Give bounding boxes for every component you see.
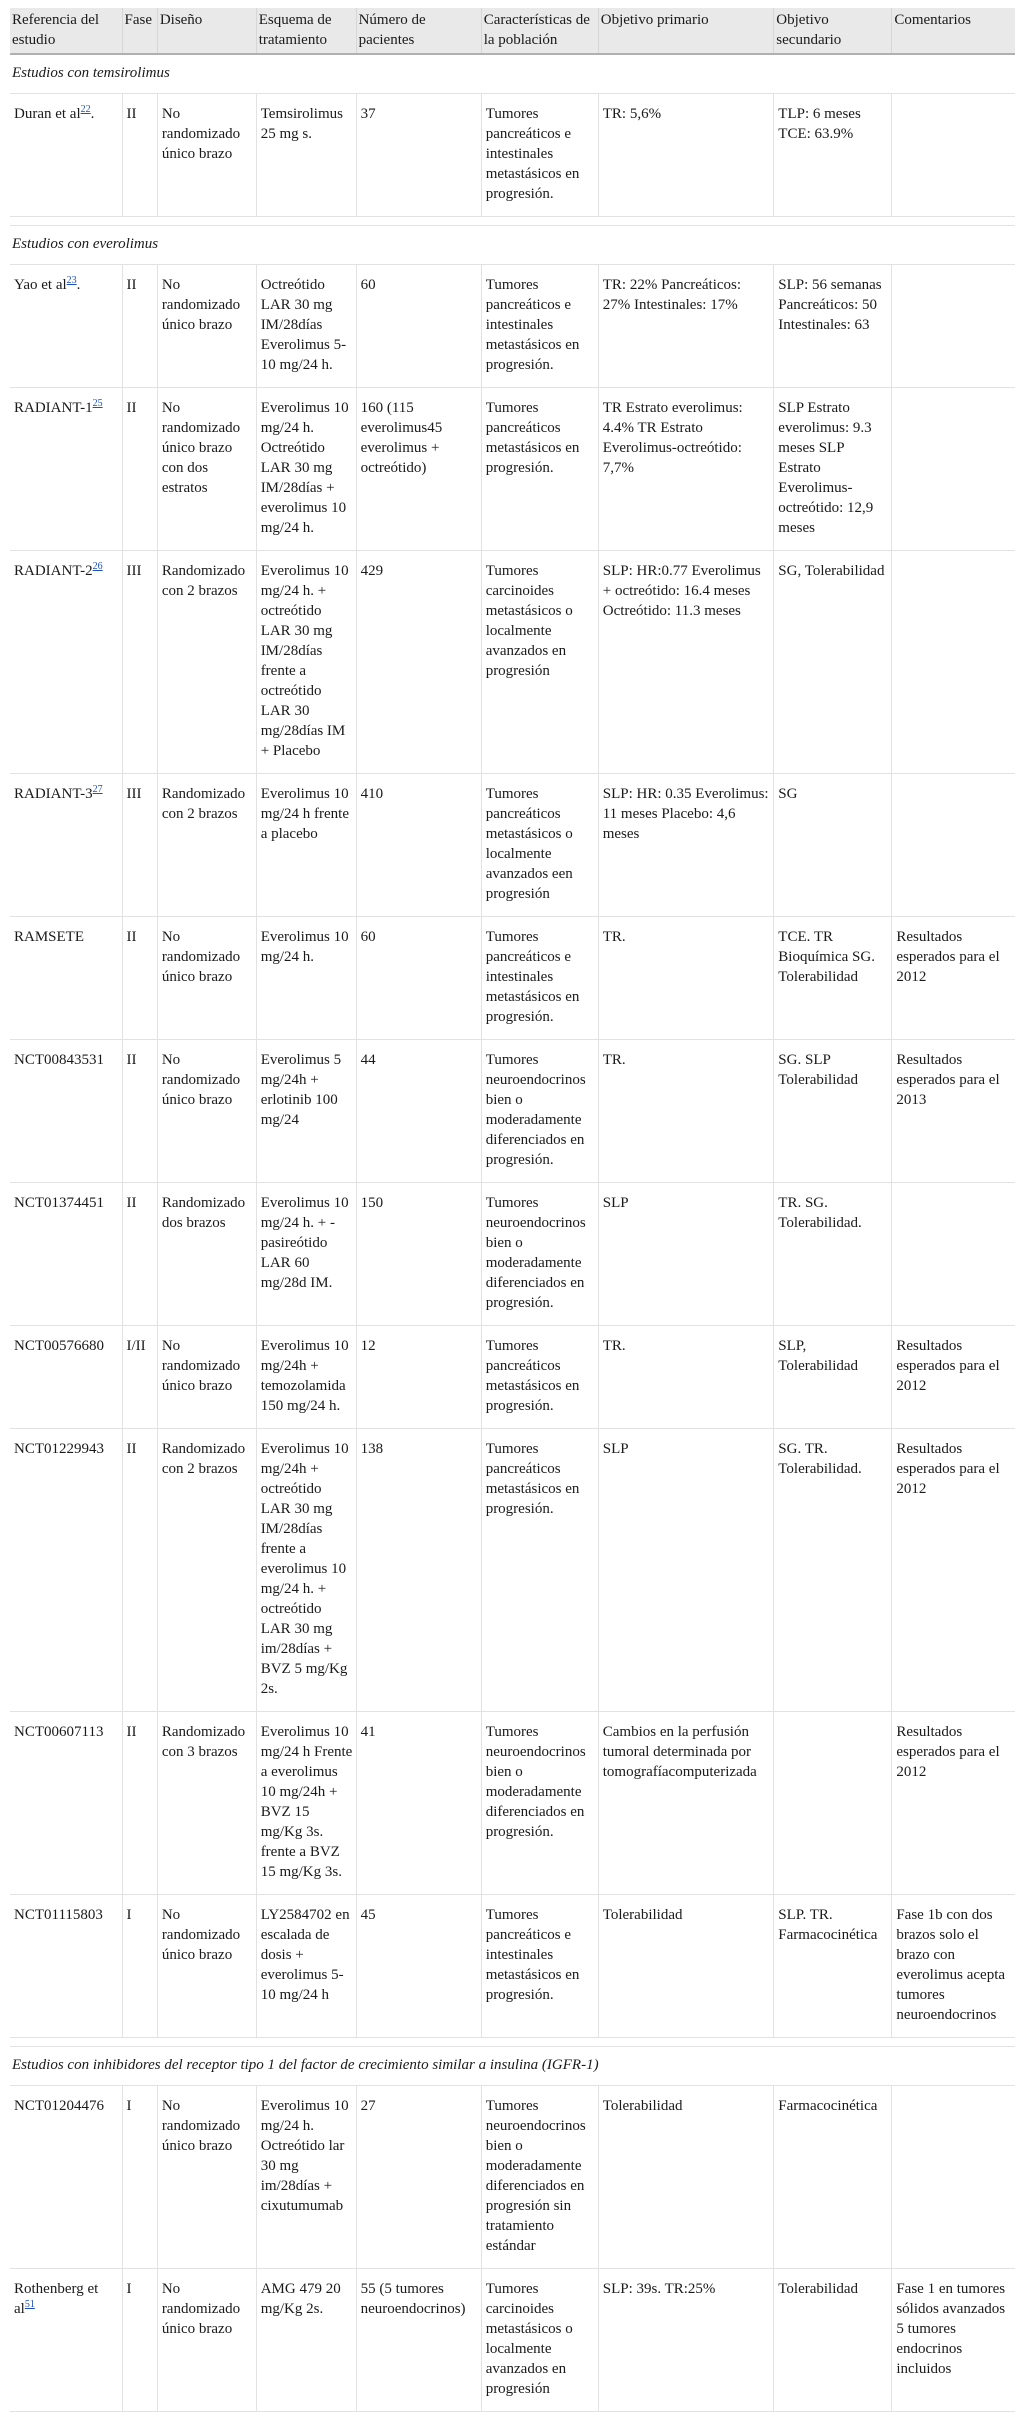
cell-primario: TR. — [598, 917, 774, 1040]
cell-comentarios — [892, 94, 1015, 217]
reference-text: NCT00843531 — [14, 1052, 104, 1068]
cell-primario: TR. — [598, 1326, 774, 1429]
cell-fase: I — [122, 2269, 157, 2412]
cell-primario: Tolerabilidad — [598, 2086, 774, 2269]
cell-poblacion: Tumores pancreáticos metastásicos en progresión. — [481, 1429, 598, 1712]
cell-poblacion: Tumores pancreáticos metastásicos o localmente avanzados een progresión — [481, 774, 598, 917]
cell-fase: II — [122, 1429, 157, 1712]
cell-pacientes: 60 — [356, 265, 481, 388]
cell-pacientes: 160 (115 everolimus45 everolimus + octreótido) — [356, 388, 481, 551]
table-row — [10, 2269, 1015, 2412]
cell-secundario: SG. SLP Tolerabilidad — [774, 1040, 892, 1183]
cell-comentarios — [892, 388, 1015, 551]
section-spacer — [10, 217, 1015, 226]
cell-comentarios — [892, 2086, 1015, 2269]
cell-ref — [10, 1712, 122, 1895]
spacer-cell — [10, 217, 1015, 226]
cell-diseno: No randomizado único brazo con dos estratos — [157, 388, 256, 551]
cell-comentarios: Resultados esperados para el 2013 — [892, 1040, 1015, 1183]
cell-secundario: SG, Tolerabilidad — [774, 551, 892, 774]
cell-pacientes: 44 — [356, 1040, 481, 1183]
cell-esquema: Everolimus 10 mg/24 h. + - pasireótido LAR 60 mg/28d IM. — [256, 1183, 356, 1326]
cell-pacientes: 60 — [356, 917, 481, 1040]
cell-secundario: SG. TR. Tolerabilidad. — [774, 1429, 892, 1712]
table-row — [10, 2086, 1015, 2269]
cell-ref — [10, 2086, 122, 2269]
cell-fase: I — [122, 1895, 157, 2038]
citation-link[interactable]: 22 — [80, 104, 91, 115]
citation-link[interactable]: 27 — [92, 784, 103, 795]
cell-fase: II — [122, 94, 157, 217]
section-title-row — [10, 226, 1015, 265]
section-spacer — [10, 2038, 1015, 2047]
cell-ref — [10, 2269, 122, 2412]
cell-fase: I/II — [122, 1326, 157, 1429]
cell-poblacion: Tumores pancreáticos e intestinales metastásicos en progresión. — [481, 917, 598, 1040]
cell-poblacion: Tumores pancreáticos e intestinales metastásicos en progresión. — [481, 265, 598, 388]
cell-diseno: No randomizado único brazo — [157, 94, 256, 217]
cell-poblacion: Tumores neuroendocrinos bien o moderadamente diferenciados en progresión. — [481, 1712, 598, 1895]
cell-primario: Cambios en la perfusión tumoral determinada por tomografíacomputerizada — [598, 1712, 774, 1895]
cell-ref — [10, 1040, 122, 1183]
cell-pacientes: 37 — [356, 94, 481, 217]
cell-esquema: Everolimus 10 mg/24 h. Octreótido lar 30 mg im/28días + cixutumumab — [256, 2086, 356, 2269]
cell-ref — [10, 265, 122, 388]
clinical-trials-table — [10, 8, 1015, 2412]
cell-secundario: SLP Estrato everolimus: 9.3 meses SLP Estrato Everolimus-octreótido: 12,9 meses — [774, 388, 892, 551]
cell-diseno: Randomizado con 2 brazos — [157, 774, 256, 917]
table-row — [10, 917, 1015, 1040]
cell-diseno: No randomizado único brazo — [157, 265, 256, 388]
table-row — [10, 551, 1015, 774]
cell-diseno: Randomizado con 2 brazos — [157, 1429, 256, 1712]
cell-primario: SLP: 39s. TR:25% — [598, 2269, 774, 2412]
section-title: Estudios con everolimus — [10, 226, 1015, 265]
cell-primario: TR. — [598, 1040, 774, 1183]
citation-link[interactable]: 51 — [24, 2299, 35, 2310]
cell-secundario: TCE. TR Bioquímica SG. Tolerabilidad — [774, 917, 892, 1040]
cell-pacientes: 27 — [356, 2086, 481, 2269]
cell-diseno: Randomizado con 3 brazos — [157, 1712, 256, 1895]
header-comentarios: Comentarios — [892, 8, 1015, 54]
cell-esquema: Everolimus 10 mg/24 h. Octreótido LAR 30 mg IM/28días + everolimus 10 mg/24 h. — [256, 388, 356, 551]
table-row — [10, 1429, 1015, 1712]
cell-ref — [10, 1183, 122, 1326]
section-title-row — [10, 54, 1015, 94]
header-fase: Fase — [122, 8, 157, 54]
cell-pacientes: 12 — [356, 1326, 481, 1429]
cell-fase: II — [122, 917, 157, 1040]
reference-text: RAMSETE — [14, 929, 85, 945]
cell-primario: TR: 5,6% — [598, 94, 774, 217]
header-poblacion: Características de la población — [481, 8, 598, 54]
section-title: Estudios con inhibidores del receptor tipo 1 del factor de crecimiento similar a insulina (IGFR-1) — [10, 2047, 1015, 2086]
cell-primario: Tolerabilidad — [598, 1895, 774, 2038]
cell-comentarios: Resultados esperados para el 2012 — [892, 1712, 1015, 1895]
table-row — [10, 265, 1015, 388]
cell-secundario: SLP. TR. Farmacocinética — [774, 1895, 892, 2038]
table-row — [10, 1040, 1015, 1183]
cell-diseno: No randomizado único brazo — [157, 2269, 256, 2412]
cell-primario: SLP — [598, 1183, 774, 1326]
header-pacientes: Número de pacientes — [356, 8, 481, 54]
cell-fase: II — [122, 265, 157, 388]
cell-comentarios: Resultados esperados para el 2012 — [892, 1429, 1015, 1712]
cell-esquema: Temsirolimus 25 mg s. — [256, 94, 356, 217]
cell-secundario — [774, 1712, 892, 1895]
reference-text: NCT00607113 — [14, 1724, 104, 1740]
reference-text: Yao et al — [14, 277, 67, 293]
cell-fase: I — [122, 2086, 157, 2269]
cell-poblacion: Tumores pancreáticos metastásicos en progresión. — [481, 388, 598, 551]
cell-ref — [10, 917, 122, 1040]
cell-secundario: Tolerabilidad — [774, 2269, 892, 2412]
reference-text: RADIANT-1 — [14, 400, 93, 416]
cell-esquema: Everolimus 10 mg/24h + temozolamida 150 mg/24 h. — [256, 1326, 356, 1429]
reference-text: NCT00576680 — [14, 1338, 104, 1354]
cell-pacientes: 410 — [356, 774, 481, 917]
cell-poblacion: Tumores carcinoides metastásicos o localmente avanzados en progresión — [481, 551, 598, 774]
reference-text: RADIANT-3 — [14, 786, 93, 802]
cell-fase: II — [122, 1040, 157, 1183]
cell-poblacion: Tumores pancreáticos metastásicos en progresión. — [481, 1326, 598, 1429]
spacer-cell — [10, 2038, 1015, 2047]
section-title: Estudios con temsirolimus — [10, 54, 1015, 94]
reference-text: Duran et al — [14, 106, 81, 122]
reference-text: Rothenberg et al — [14, 2281, 99, 2317]
cell-secundario: SLP: 56 semanas Pancreáticos: 50 Intestinales: 63 — [774, 265, 892, 388]
cell-pacientes: 138 — [356, 1429, 481, 1712]
cell-secundario: SLP, Tolerabilidad — [774, 1326, 892, 1429]
cell-comentarios — [892, 551, 1015, 774]
cell-diseno: No randomizado único brazo — [157, 1040, 256, 1183]
cell-primario: TR Estrato everolimus: 4.4% TR Estrato Everolimus-octreótido: 7,7% — [598, 388, 774, 551]
header-referencia: Referencia del estudio — [10, 8, 122, 54]
table-row — [10, 388, 1015, 551]
reference-text: NCT01204476 — [14, 2098, 104, 2114]
cell-pacientes: 45 — [356, 1895, 481, 2038]
cell-poblacion: Tumores pancreáticos e intestinales metastásicos en progresión. — [481, 1895, 598, 2038]
cell-poblacion: Tumores neuroendocrinos bien o moderadamente diferenciados en progresión sin tratamiento estándar — [481, 2086, 598, 2269]
cell-comentarios — [892, 265, 1015, 388]
cell-diseno: No randomizado único brazo — [157, 917, 256, 1040]
cell-esquema: Everolimus 10 mg/24 h. + octreótido LAR 30 mg IM/28días frente a octreótido LAR 30 mg/28días IM + Placebo — [256, 551, 356, 774]
cell-diseno: No randomizado único brazo — [157, 1326, 256, 1429]
citation-link[interactable]: 26 — [92, 561, 103, 572]
cell-comentarios — [892, 1183, 1015, 1326]
reference-suffix: . — [90, 106, 95, 122]
reference-text: NCT01115803 — [14, 1907, 103, 1923]
table-row — [10, 1326, 1015, 1429]
citation-link[interactable]: 25 — [92, 398, 103, 409]
reference-text: RADIANT-2 — [14, 563, 93, 579]
header-objetivo-secundario: Objetivo secundario — [774, 8, 892, 54]
cell-secundario: Farmacocinética — [774, 2086, 892, 2269]
cell-esquema: AMG 479 20 mg/Kg 2s. — [256, 2269, 356, 2412]
cell-diseno: No randomizado único brazo — [157, 1895, 256, 2038]
table-row — [10, 1183, 1015, 1326]
cell-ref — [10, 1326, 122, 1429]
cell-pacientes: 55 (5 tumores neuroendocrinos) — [356, 2269, 481, 2412]
citation-link[interactable]: 23 — [66, 275, 77, 286]
cell-secundario: TR. SG. Tolerabilidad. — [774, 1183, 892, 1326]
reference-text: NCT01374451 — [14, 1195, 104, 1211]
cell-secundario: TLP: 6 meses TCE: 63.9% — [774, 94, 892, 217]
cell-pacientes: 429 — [356, 551, 481, 774]
header-objetivo-primario: Objetivo primario — [598, 8, 774, 54]
cell-comentarios: Resultados esperados para el 2012 — [892, 1326, 1015, 1429]
cell-ref — [10, 1895, 122, 2038]
cell-poblacion: Tumores neuroendocrinos bien o moderadamente diferenciados en progresión. — [481, 1183, 598, 1326]
cell-ref — [10, 388, 122, 551]
cell-poblacion: Tumores carcinoides metastásicos o localmente avanzados en progresión — [481, 2269, 598, 2412]
reference-suffix: . — [76, 277, 81, 293]
cell-esquema: Everolimus 10 mg/24 h. — [256, 917, 356, 1040]
cell-fase: II — [122, 1712, 157, 1895]
cell-pacientes: 150 — [356, 1183, 481, 1326]
cell-diseno: Randomizado con 2 brazos — [157, 551, 256, 774]
cell-primario: SLP: HR: 0.35 Everolimus: 11 meses Placebo: 4,6 meses — [598, 774, 774, 917]
cell-comentarios: Fase 1b con dos brazos solo el brazo con everolimus acepta tumores neuroendocrinos — [892, 1895, 1015, 2038]
cell-esquema: LY2584702 en escalada de dosis + everolimus 5-10 mg/24 h — [256, 1895, 356, 2038]
cell-comentarios: Fase 1 en tumores sólidos avanzados 5 tumores endocrinos incluidos — [892, 2269, 1015, 2412]
cell-ref — [10, 551, 122, 774]
section-title-row — [10, 2047, 1015, 2086]
cell-primario: TR: 22% Pancreáticos: 27% Intestinales: 17% — [598, 265, 774, 388]
table-row — [10, 94, 1015, 217]
cell-secundario: SG — [774, 774, 892, 917]
cell-primario: SLP: HR:0.77 Everolimus + octreótido: 16.4 meses Octreótido: 11.3 meses — [598, 551, 774, 774]
reference-text: NCT01229943 — [14, 1441, 104, 1457]
cell-diseno: Randomizado dos brazos — [157, 1183, 256, 1326]
cell-poblacion: Tumores pancreáticos e intestinales metastásicos en progresión. — [481, 94, 598, 217]
header-diseno: Diseño — [157, 8, 256, 54]
cell-esquema: Everolimus 5 mg/24h + erlotinib 100 mg/24 — [256, 1040, 356, 1183]
cell-esquema: Everolimus 10 mg/24h + octreótido LAR 30 mg IM/28días frente a everolimus 10 mg/24 h. + octreótido LAR 30 mg im/28días + BVZ 5 mg/Kg 2s. — [256, 1429, 356, 1712]
table-row — [10, 774, 1015, 917]
cell-esquema: Everolimus 10 mg/24 h Frente a everolimus 10 mg/24h + BVZ 15 mg/Kg 3s. frente a BVZ 15 mg/Kg 3s. — [256, 1712, 356, 1895]
cell-fase: II — [122, 1183, 157, 1326]
table-row — [10, 1895, 1015, 2038]
table-header-row — [10, 8, 1015, 54]
cell-comentarios: Resultados esperados para el 2012 — [892, 917, 1015, 1040]
cell-poblacion: Tumores neuroendocrinos bien o moderadamente diferenciados en progresión. — [481, 1040, 598, 1183]
cell-esquema: Everolimus 10 mg/24 h frente a placebo — [256, 774, 356, 917]
cell-fase: III — [122, 551, 157, 774]
cell-fase: III — [122, 774, 157, 917]
header-esquema: Esquema de tratamiento — [256, 8, 356, 54]
cell-ref — [10, 94, 122, 217]
cell-esquema: Octreótido LAR 30 mg IM/28días Everolimus 5-10 mg/24 h. — [256, 265, 356, 388]
cell-comentarios — [892, 774, 1015, 917]
cell-ref — [10, 774, 122, 917]
cell-fase: II — [122, 388, 157, 551]
table-body — [10, 54, 1015, 2412]
cell-ref — [10, 1429, 122, 1712]
table-row — [10, 1712, 1015, 1895]
cell-diseno: No randomizado único brazo — [157, 2086, 256, 2269]
cell-primario: SLP — [598, 1429, 774, 1712]
cell-pacientes: 41 — [356, 1712, 481, 1895]
